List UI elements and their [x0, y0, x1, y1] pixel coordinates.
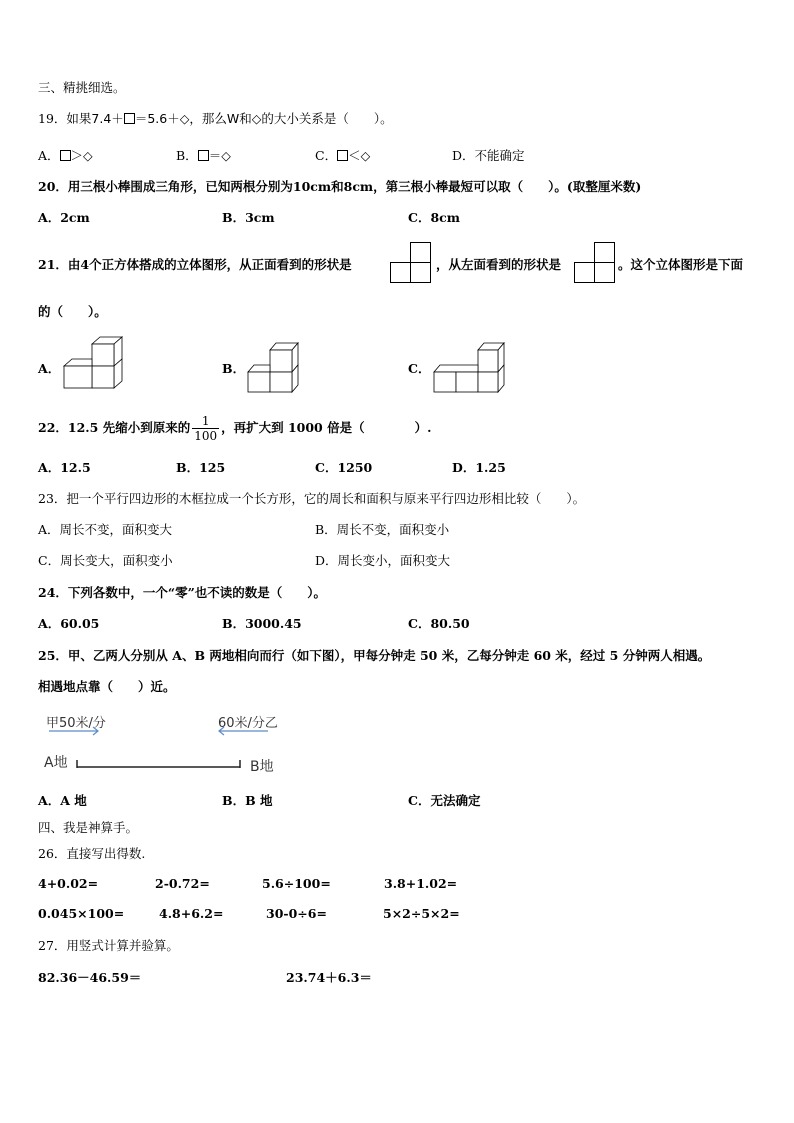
question-text: 如果 — [66, 111, 92, 126]
question-22 — [38, 410, 431, 446]
section-title: 三、精挑细选。 — [38, 80, 126, 95]
calc-item: 82.36－46.59＝ — [38, 970, 142, 985]
cube-figure-c — [432, 340, 508, 394]
question-number: 19． — [38, 111, 67, 126]
section-title: 四、我是神算手。 — [38, 820, 139, 835]
square-icon — [337, 150, 348, 161]
option-c[interactable]: C．无法确定 — [408, 793, 481, 808]
option-c[interactable]: C． ＜◇ — [315, 148, 371, 163]
calc-item: 2-0.72= — [155, 876, 210, 891]
question-text: 和◇的大小关系是（ ）。 — [239, 111, 393, 126]
question-21-part3: 。这个立体图形是下面 — [618, 257, 744, 272]
calc-item: 3.8+1.02= — [384, 876, 458, 891]
option-c[interactable]: C． — [408, 361, 431, 376]
option-b[interactable]: B．B 地 — [222, 793, 273, 808]
option-d[interactable]: D．不能确定 — [452, 148, 525, 163]
question-27: 27．用竖式计算并验算。 — [38, 938, 179, 953]
question-24: 24．下列各数中，一个“零”也不读的数是（ ）。 — [38, 585, 327, 600]
left-view-figure — [574, 242, 616, 284]
question-26: 26．直接写出得数. — [38, 846, 146, 861]
cube-figure-a — [62, 336, 124, 394]
calc-item: 4.8+6.2= — [159, 906, 224, 921]
option-a[interactable]: A．60.05 — [38, 616, 100, 631]
fraction-numerator: 1 — [192, 414, 219, 429]
cube-figure-b — [246, 340, 302, 394]
arrow-left-icon — [216, 726, 270, 736]
question-20: 20．用三根小棒围成三角形，已知两根分别为10cm和8cm，第三根小棒最短可以取（ ）。(取整厘米数) — [38, 179, 642, 194]
option-b[interactable]: B．3000.45 — [222, 616, 302, 631]
question-text: ，再扩大到 1000 倍是（ ）. — [221, 420, 432, 435]
option-a[interactable]: A．12.5 — [38, 460, 91, 475]
expression: ＝5.6＋◇ — [134, 111, 190, 126]
question-23: 23．把一个平行四边形的木框拉成一个长方形，它的周长和面积与原来平行四边形相比较（ ）。 — [38, 491, 586, 506]
question-21-part2: ，从左面看到的形状是 — [436, 257, 562, 272]
question-21-line2: 的（ ）。 — [38, 304, 107, 319]
option-a[interactable]: A．A 地 — [38, 793, 87, 808]
question-text: 22．12.5 先缩小到原来的 — [38, 420, 191, 435]
label-a-place: A地 — [44, 755, 68, 771]
option-a[interactable]: A． — [38, 361, 61, 376]
option-c[interactable]: C．周长变大，面积变小 — [38, 553, 173, 568]
question-25-line2: 相遇地点靠（ ）近。 — [38, 679, 176, 694]
expression: 7.4＋ — [91, 111, 124, 126]
question-text: ，那么 — [189, 111, 227, 126]
fraction — [192, 414, 219, 443]
option-b[interactable]: B．周长不变，面积变小 — [315, 522, 450, 537]
arrow-right-icon — [48, 726, 102, 736]
calc-item: 0.045×100= — [38, 906, 125, 921]
option-d[interactable]: D．1.25 — [452, 460, 506, 475]
calc-item: 5.6÷100= — [262, 876, 331, 891]
square-icon — [198, 150, 209, 161]
question-19 — [38, 109, 393, 127]
variable-w: W — [226, 111, 240, 126]
option-a[interactable]: A．周长不变，面积变大 — [38, 522, 173, 537]
calc-item: 23.74＋6.3＝ — [286, 970, 372, 985]
fraction-denominator: 100 — [194, 429, 218, 443]
label-jia-speed: 甲50米/分 — [46, 716, 106, 731]
option-b[interactable]: B．125 — [176, 460, 226, 475]
calc-item: 30-0÷6= — [266, 906, 327, 921]
label-b-place: B地 — [250, 759, 274, 775]
square-icon — [60, 150, 71, 161]
option-b[interactable]: B． ＝◇ — [176, 148, 231, 163]
option-c[interactable]: C．80.50 — [408, 616, 470, 631]
label-yi-speed: 60米/分乙 — [218, 716, 278, 731]
option-c[interactable]: C．8cm — [408, 210, 460, 225]
option-b[interactable]: B． — [222, 361, 246, 376]
option-b[interactable]: B．3cm — [222, 210, 275, 225]
calc-item: 5×2÷5×2= — [383, 906, 460, 921]
option-a[interactable]: A．2cm — [38, 210, 90, 225]
option-d[interactable]: D．周长变小，面积变大 — [315, 553, 451, 568]
calc-item: 4+0.02= — [38, 876, 99, 891]
square-icon — [124, 113, 135, 124]
front-view-figure — [390, 242, 432, 284]
question-21-part1: 21．由4个正方体搭成的立体图形，从正面看到的形状是 — [38, 257, 352, 272]
distance-line — [76, 756, 242, 770]
question-25-line1: 25．甲、乙两人分别从 A、B 两地相向而行（如下图），甲每分钟走 50 米，乙每分钟走 60 米，经过 5 分钟两人相遇。 — [38, 648, 711, 663]
option-c[interactable]: C．1250 — [315, 460, 373, 475]
option-a[interactable]: A． ＞◇ — [38, 148, 93, 163]
